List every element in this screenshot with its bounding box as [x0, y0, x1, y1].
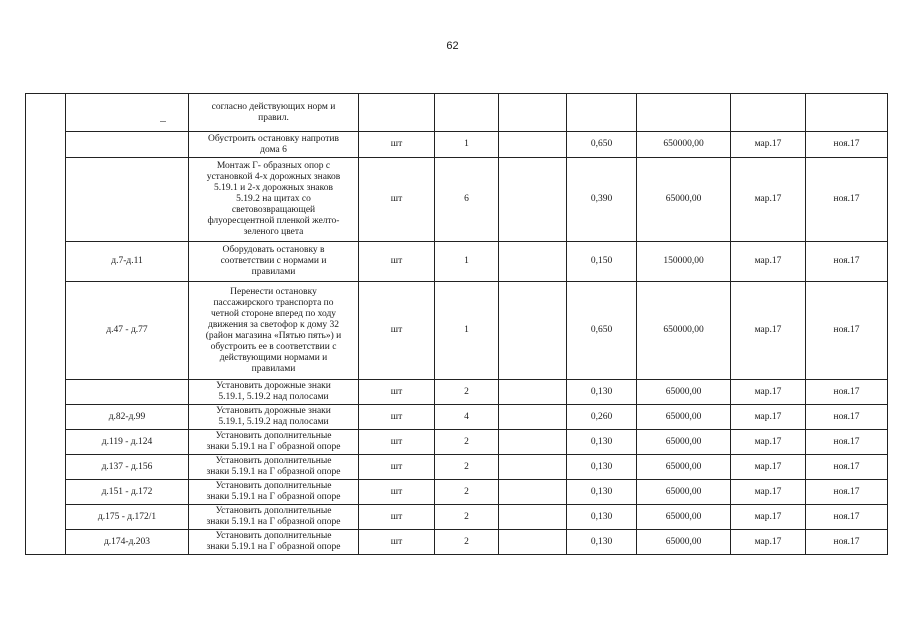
- description-cell: Перенести остановку пассажирского транспорта по четной стороне вперед по ходу движения за светофор к дому 32 (район магазина «Пятью пять») и обустроить ее в соответствии с действующими нормами и правилами: [189, 282, 359, 380]
- table-row: [26, 405, 888, 430]
- table-row: [26, 282, 888, 380]
- quantity-cell: [435, 94, 499, 132]
- empty-cell: [499, 480, 567, 505]
- end-date-cell: ноя.17: [806, 132, 888, 158]
- end-date-cell: ноя.17: [806, 430, 888, 455]
- address-cell: [66, 132, 189, 158]
- quantity-cell: 2: [435, 380, 499, 405]
- end-date-cell: ноя.17: [806, 380, 888, 405]
- unit-cell: шт: [359, 480, 435, 505]
- quantity-cell: 1: [435, 132, 499, 158]
- start-date-cell: мар.17: [731, 530, 806, 555]
- price-cell: 150000,00: [637, 242, 731, 282]
- start-date-cell: мар.17: [731, 282, 806, 380]
- amount-cell: 0,130: [567, 455, 637, 480]
- start-date-cell: мар.17: [731, 430, 806, 455]
- address-cell: д.7-д.11: [66, 242, 189, 282]
- description-cell: Установить дополнительные знаки 5.19.1 на Г образной опоре: [189, 505, 359, 530]
- start-date-cell: [731, 94, 806, 132]
- start-date-cell: мар.17: [731, 405, 806, 430]
- empty-cell: [499, 94, 567, 132]
- amount-cell: 0,130: [567, 505, 637, 530]
- start-date-cell: мар.17: [731, 132, 806, 158]
- table-row: [26, 158, 888, 242]
- description-cell: Установить дополнительные знаки 5.19.1 на Г образной опоре: [189, 430, 359, 455]
- address-cell: д.119 - д.124: [66, 430, 189, 455]
- unit-cell: шт: [359, 530, 435, 555]
- end-date-cell: ноя.17: [806, 158, 888, 242]
- table-row: [26, 94, 888, 132]
- end-date-cell: ноя.17: [806, 282, 888, 380]
- price-cell: 65000,00: [637, 380, 731, 405]
- empty-cell: [499, 158, 567, 242]
- description-cell: Обустроить остановку напротив дома 6: [189, 132, 359, 158]
- empty-cell: [499, 505, 567, 530]
- unit-cell: шт: [359, 282, 435, 380]
- end-date-cell: ноя.17: [806, 505, 888, 530]
- table-row: [26, 455, 888, 480]
- end-date-cell: ноя.17: [806, 455, 888, 480]
- address-cell: д.174-д.203: [66, 530, 189, 555]
- unit-cell: шт: [359, 405, 435, 430]
- start-date-cell: мар.17: [731, 380, 806, 405]
- quantity-cell: 1: [435, 282, 499, 380]
- end-date-cell: ноя.17: [806, 480, 888, 505]
- empty-cell: [499, 430, 567, 455]
- price-cell: 65000,00: [637, 158, 731, 242]
- description-cell: Установить дополнительные знаки 5.19.1 на Г образной опоре: [189, 455, 359, 480]
- work-schedule-table: [25, 93, 888, 555]
- price-cell: 650000,00: [637, 282, 731, 380]
- start-date-cell: мар.17: [731, 242, 806, 282]
- quantity-cell: 6: [435, 158, 499, 242]
- price-cell: 650000,00: [637, 132, 731, 158]
- description-cell: Установить дорожные знаки 5.19.1, 5.19.2 над полосами: [189, 405, 359, 430]
- quantity-cell: 2: [435, 505, 499, 530]
- address-cell: д.137 - д.156: [66, 455, 189, 480]
- address-cell: д.175 - д.172/1: [66, 505, 189, 530]
- table-row: [26, 380, 888, 405]
- unit-cell: шт: [359, 132, 435, 158]
- price-cell: 65000,00: [637, 505, 731, 530]
- price-cell: 65000,00: [637, 480, 731, 505]
- quantity-cell: 2: [435, 430, 499, 455]
- amount-cell: 0,130: [567, 480, 637, 505]
- description-cell: Установить дополнительные знаки 5.19.1 на Г образной опоре: [189, 480, 359, 505]
- address-cell: [66, 94, 189, 132]
- amount-cell: 0,650: [567, 282, 637, 380]
- empty-cell: [499, 242, 567, 282]
- unit-cell: шт: [359, 380, 435, 405]
- table-row: [26, 132, 888, 158]
- description-cell: Монтаж Г- образных опор с установкой 4-х дорожных знаков 5.19.1 и 2-х дорожных знаков 5.19.2 на щитах со световозвращающей флуоресцентной пленкой желто- зеленого цвета: [189, 158, 359, 242]
- unit-cell: [359, 94, 435, 132]
- amount-cell: 0,390: [567, 158, 637, 242]
- margin-column-cell: [26, 94, 66, 555]
- quantity-cell: 4: [435, 405, 499, 430]
- amount-cell: 0,260: [567, 405, 637, 430]
- quantity-cell: 1: [435, 242, 499, 282]
- address-cell: [66, 158, 189, 242]
- quantity-cell: 2: [435, 480, 499, 505]
- unit-cell: шт: [359, 158, 435, 242]
- start-date-cell: мар.17: [731, 158, 806, 242]
- table-row: [26, 530, 888, 555]
- unit-cell: шт: [359, 242, 435, 282]
- amount-cell: 0,130: [567, 380, 637, 405]
- amount-cell: 0,650: [567, 132, 637, 158]
- empty-cell: [499, 530, 567, 555]
- end-date-cell: [806, 94, 888, 132]
- empty-cell: [499, 405, 567, 430]
- table-row: [26, 480, 888, 505]
- start-date-cell: мар.17: [731, 505, 806, 530]
- table-row: [26, 430, 888, 455]
- empty-cell: [499, 282, 567, 380]
- quantity-cell: 2: [435, 530, 499, 555]
- price-cell: 65000,00: [637, 430, 731, 455]
- end-date-cell: ноя.17: [806, 242, 888, 282]
- empty-cell: [499, 380, 567, 405]
- address-cell: д.151 - д.172: [66, 480, 189, 505]
- amount-cell: 0,150: [567, 242, 637, 282]
- price-cell: 65000,00: [637, 530, 731, 555]
- end-date-cell: ноя.17: [806, 405, 888, 430]
- amount-cell: [567, 94, 637, 132]
- amount-cell: 0,130: [567, 430, 637, 455]
- empty-cell: [499, 132, 567, 158]
- description-cell: Установить дорожные знаки 5.19.1, 5.19.2 над полосами: [189, 380, 359, 405]
- price-cell: [637, 94, 731, 132]
- address-cell: д.82-д.99: [66, 405, 189, 430]
- price-cell: 65000,00: [637, 455, 731, 480]
- unit-cell: шт: [359, 455, 435, 480]
- end-date-cell: ноя.17: [806, 530, 888, 555]
- description-cell: Оборудовать остановку в соответствии с нормами и правилами: [189, 242, 359, 282]
- description-cell: согласно действующих норм и правил.: [189, 94, 359, 132]
- address-cell: д.47 - д.77: [66, 282, 189, 380]
- empty-cell: [499, 455, 567, 480]
- unit-cell: шт: [359, 430, 435, 455]
- start-date-cell: мар.17: [731, 480, 806, 505]
- quantity-cell: 2: [435, 455, 499, 480]
- address-cell: [66, 380, 189, 405]
- table-row: [26, 242, 888, 282]
- start-date-cell: мар.17: [731, 455, 806, 480]
- unit-cell: шт: [359, 505, 435, 530]
- description-cell: Установить дополнительные знаки 5.19.1 на Г образной опоре: [189, 530, 359, 555]
- page-number: 62: [446, 40, 459, 52]
- price-cell: 65000,00: [637, 405, 731, 430]
- amount-cell: 0,130: [567, 530, 637, 555]
- table-row: [26, 505, 888, 530]
